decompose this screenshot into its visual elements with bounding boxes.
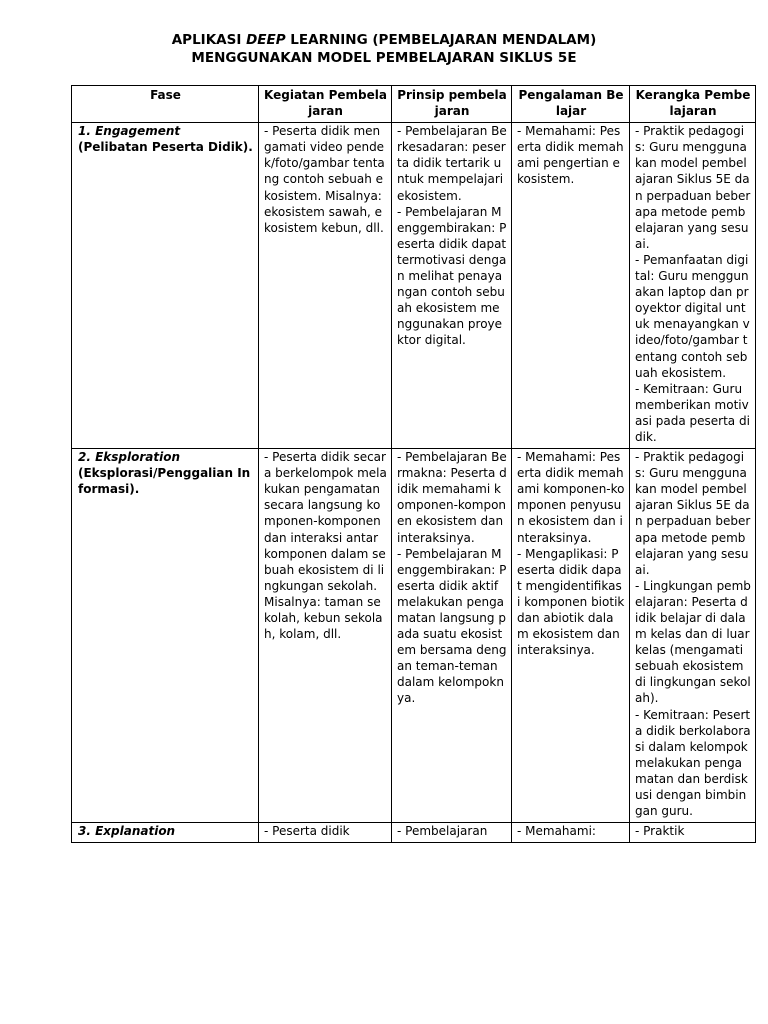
phase-name: 2. Eksploration [78,450,181,465]
list-item: - Memahami: Peserta didik memahami pengertian ekosistem. [517,124,624,187]
list-item: - Memahami: Peserta didik memahami komponen-komponen penyusun ekosistem dan interaksinya. [517,450,625,545]
title-line-1 [0,31,768,49]
phase-subtitle: (Eksplorasi/Penggalian Informasi). [78,466,251,497]
list-item: - Pembelajaran Berkesadaran: peserta didik tertarik untuk mempelajari ekosistem. [397,124,507,203]
table-row-explanation [72,823,756,843]
pengalaman-cell [512,449,630,823]
header-fase: Fase [72,86,259,123]
title-line-1-emphasis: DEEP [246,32,286,48]
list-item: - Pembelajaran Bermakna: Peserta didik memahami komponen-komponen ekosistem dan interaksinya. [397,450,507,545]
table-row-eksploration [72,449,756,823]
list-item: - Praktik pedagogis: Guru menggunakan model pembelajaran Siklus 5E dan perpaduan beberapa metode pembelajaran yang sesuai. [635,450,751,577]
title-line-1-suffix: LEARNING (PEMBELAJARAN MENDALAM) [285,32,597,48]
header-kegiatan: Kegiatan Pembelajaran [259,86,392,123]
list-item: - Pembelajaran [397,824,488,839]
list-item: - Lingkungan pembelajaran: Peserta didik belajar di dalam kelas dan di luar kelas (mengamati sebuah ekosistem di lingkungan sekolah). [635,578,751,706]
prinsip-cell [392,449,512,823]
list-item: - Praktik pedagogis: Guru menggunakan model pembelajaran Siklus 5E dan perpaduan beberapa metode pembelajaran yang sesuai. [635,124,751,251]
pengalaman-cell [512,123,630,449]
phase-name: 1. Engagement [78,124,181,139]
phase-subtitle: (Pelibatan Peserta Didik). [78,140,253,155]
prinsip-cell [392,123,512,449]
header-prinsip: Prinsip pembelajaran [392,86,512,123]
title-line-2: MENGGUNAKAN MODEL PEMBELAJARAN SIKLUS 5E [191,50,577,66]
header-pengalaman: Pengalaman Belajar [512,86,630,123]
table-header-row [72,86,756,123]
phase-cell [72,449,259,823]
phase-cell [72,823,259,843]
list-item: - Kemitraan: Peserta didik berkolaborasi dalam kelompok melakukan pengamatan dan berdiskusi dengan bimbingan guru. [635,707,751,819]
list-item: - Memahami: [517,824,596,839]
kegiatan-cell [259,823,392,843]
list-item: - Kemitraan: Guru memberikan motivasi pada peserta didik. [635,381,750,444]
list-item: - Praktik [635,824,685,839]
list-item: - Mengaplikasi: Peserta didik dapat mengidentifikasi komponen biotik dan abiotik dalam ekosistem dan interaksinya. [517,546,625,658]
prinsip-cell [392,823,512,843]
document-title [0,31,768,67]
pengalaman-cell [512,823,630,843]
kerangka-cell [630,823,756,843]
title-line-1-prefix: APLIKASI [171,32,247,48]
kerangka-cell [630,449,756,823]
list-item: - Pembelajaran Menggembirakan: Peserta didik aktif melakukan pengamatan langsung pada suatu ekosistem bersama dengan teman-teman dalam kelompoknya. [397,546,507,706]
kerangka-cell [630,123,756,449]
list-item: - Peserta didik mengamati video pendek/foto/gambar tentang contoh sebuah ekosistem. Misalnya: ekosistem sawah, ekosistem kebun, dll. [264,124,385,235]
list-item: - Peserta didik secara berkelompok melakukan pengamatan secara langsung komponen-komponen dan interaksi antar komponen dalam sebuah ekosistem di lingkungan sekolah. Misalnya: taman sekolah, kebun sekolah, kolam, dll. [264,450,387,642]
learning-table [71,85,756,843]
list-item: - Peserta didik [264,824,350,839]
table-row-engagement [72,123,756,449]
list-item: - Pemanfaatan digital: Guru menggunakan laptop dan proyektor digital untuk menayangkan video/foto/gambar tentang contoh sebuah ekosistem. [635,252,750,380]
kegiatan-cell [259,449,392,823]
kegiatan-cell [259,123,392,449]
header-kerangka: Kerangka Pembelajaran [630,86,756,123]
phase-cell [72,123,259,449]
list-item: - Pembelajaran Menggembirakan: Peserta didik dapat termotivasi dengan melihat penayangan contoh sebuah ekosistem menggunakan proyektor digital. [397,204,507,348]
phase-name: 3. Explanation [78,824,176,839]
